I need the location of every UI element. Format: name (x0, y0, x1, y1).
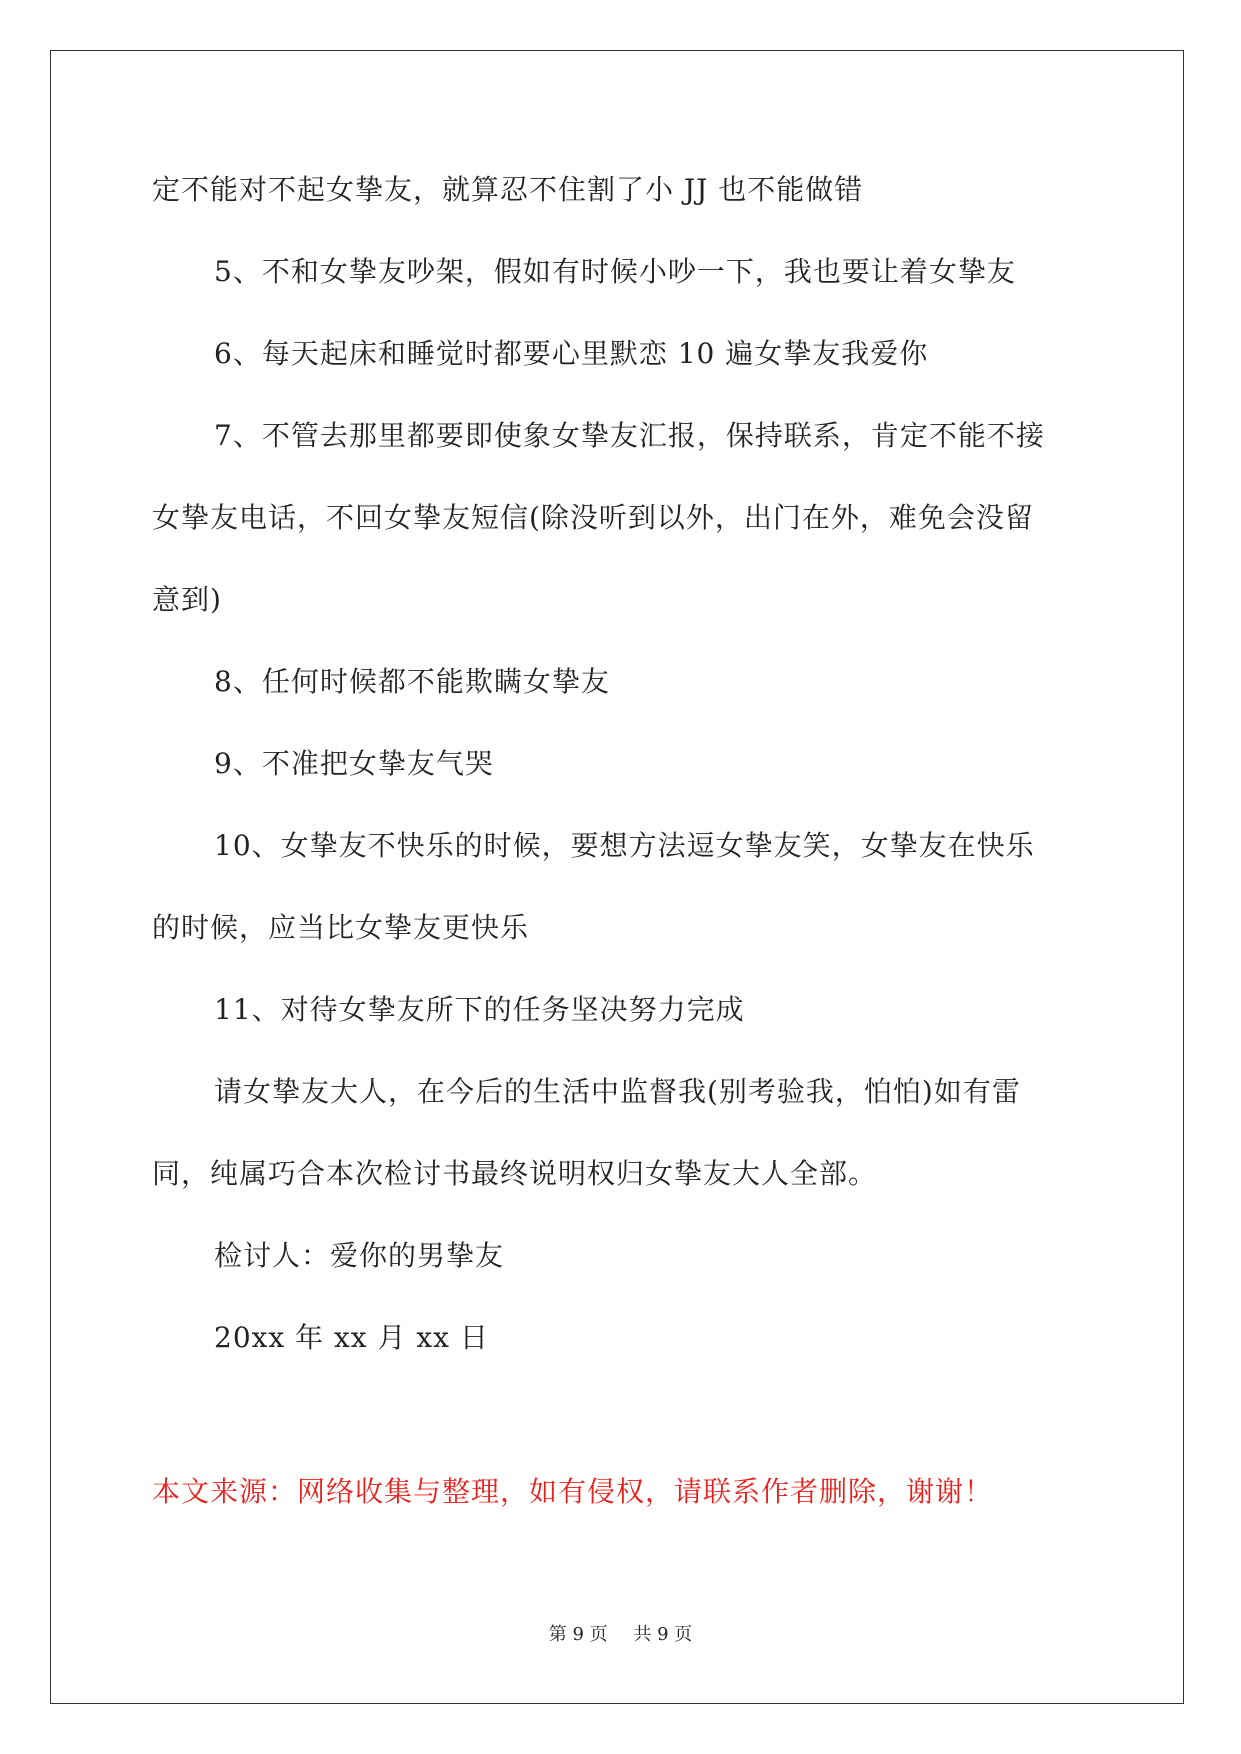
date-line: 20xx 年 xx 月 xx 日 (214, 1321, 489, 1354)
text-line: 请女挚友大人，在今后的生活中监督我(别考验我，怕怕)如有雷 (214, 1075, 1021, 1108)
text-line: 意到) (152, 583, 222, 616)
text-line: 8、任何时候都不能欺瞒女挚友 (214, 665, 610, 698)
text-line: 6、每天起床和睡觉时都要心里默恋 10 遍女挚友我爱你 (214, 337, 929, 370)
text-line: 9、不准把女挚友气哭 (214, 747, 494, 780)
text-line: 11、对待女挚友所下的任务坚决努力完成 (214, 993, 745, 1026)
text-line: 定不能对不起女挚友，就算忍不住割了小 JJ 也不能做错 (152, 173, 864, 206)
text-line: 的时候，应当比女挚友更快乐 (152, 911, 530, 944)
page-total: 共 9 页 (633, 1624, 693, 1645)
text-line: 女挚友电话，不回女挚友短信(除没听到以外，出门在外，难免会没留 (152, 501, 1034, 534)
text-line: 同，纯属巧合本次检讨书最终说明权归女挚友大人全部。 (152, 1157, 878, 1190)
text-line: 5、不和女挚友吵架，假如有时候小吵一下，我也要让着女挚友 (214, 255, 1016, 288)
page-border (50, 50, 1184, 1704)
text-line: 10、女挚友不快乐的时候，要想方法逗女挚友笑，女挚友在快乐 (214, 829, 1035, 862)
page-number: 第 9 页 (548, 1624, 608, 1645)
source-notice: 本文来源：网络收集与整理，如有侵权，请联系作者删除，谢谢！ (152, 1475, 994, 1508)
signature-line: 检讨人：爱你的男挚友 (214, 1239, 505, 1272)
page-footer (0, 1620, 1241, 1646)
text-line: 7、不管去那里都要即使象女挚友汇报，保持联系，肯定不能不接 (214, 419, 1045, 452)
